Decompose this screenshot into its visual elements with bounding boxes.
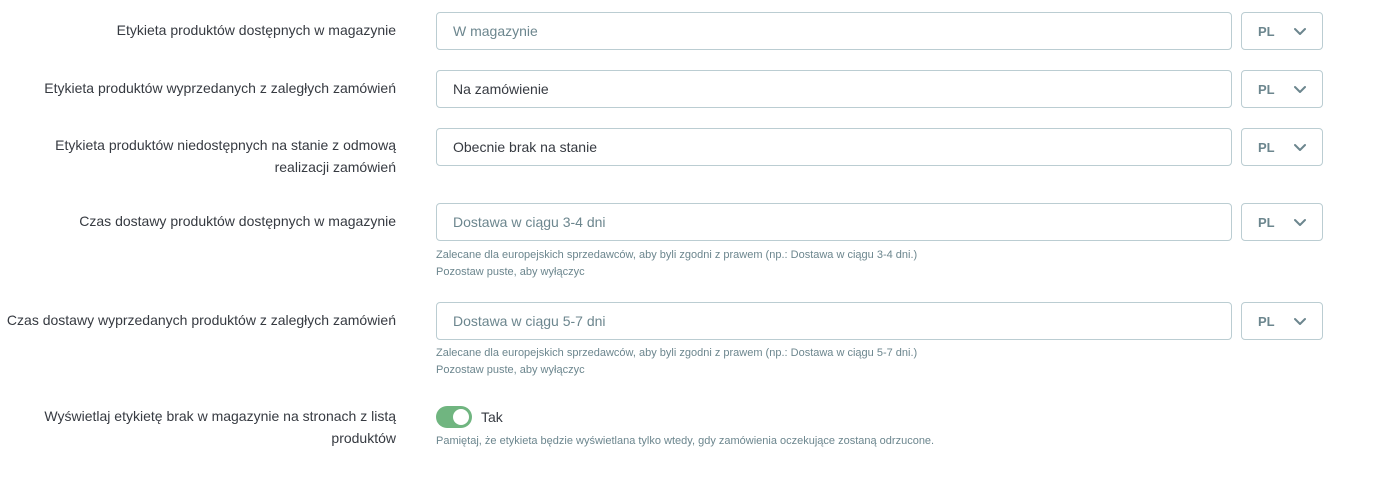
field-label: Etykieta produktów wyprzedanych z zaległych zamówień <box>44 80 396 96</box>
field-label: Etykieta produktów dostępnych w magazynie <box>116 22 396 38</box>
field-label <box>0 134 396 178</box>
field-label: Czas dostawy produktów dostępnych w magazynie <box>79 213 396 229</box>
field-label-line: produktów <box>331 430 396 446</box>
field-help-text <box>436 247 917 281</box>
language-selector[interactable] <box>1241 128 1323 166</box>
field-label-line: realizacji zamówień <box>274 159 396 175</box>
toggle-knob <box>453 409 469 425</box>
field-label-line: Wyświetlaj etykietę brak w magazynie na stronach z listą <box>44 408 396 424</box>
language-code: PL <box>1258 139 1275 155</box>
delivery-time-backorder-input[interactable] <box>436 302 1232 340</box>
language-code: PL <box>1258 214 1275 230</box>
help-line: Zalecane dla europejskich sprzedawców, aby byli zgodni z prawem (np.: Dostawa w ciągu 3-4 dni.) <box>436 249 918 261</box>
field-label: Czas dostawy wyprzedanych produktów z zaległych zamówień <box>6 312 396 328</box>
language-selector[interactable] <box>1241 302 1323 340</box>
language-code: PL <box>1258 313 1275 329</box>
field-help-text: Pamiętaj, że etykieta będzie wyświetlana tylko wtedy, gdy zamówienia oczekujące zostaną odrzucone. <box>436 435 935 447</box>
language-selector[interactable] <box>1241 12 1323 50</box>
delivery-time-available-input[interactable] <box>436 203 1232 241</box>
chevron-down-icon <box>1294 83 1306 95</box>
chevron-down-icon <box>1294 216 1306 228</box>
backorder-label-input[interactable] <box>436 70 1232 108</box>
field-label <box>0 405 396 449</box>
language-code: PL <box>1258 23 1275 39</box>
chevron-down-icon <box>1294 25 1306 37</box>
chevron-down-icon <box>1294 141 1306 153</box>
chevron-down-icon <box>1294 315 1306 327</box>
field-help-text <box>436 345 917 379</box>
language-code: PL <box>1258 81 1275 97</box>
language-selector[interactable] <box>1241 203 1323 241</box>
display-oos-label-toggle[interactable] <box>436 406 472 428</box>
help-line: Zalecane dla europejskich sprzedawców, aby byli zgodni z prawem (np.: Dostawa w ciągu 5-7 dni.) <box>436 347 918 359</box>
available-label-input[interactable] <box>436 12 1232 50</box>
out-of-stock-label-input[interactable] <box>436 128 1232 166</box>
help-line: Pozostaw puste, aby wyłączyc <box>436 266 585 278</box>
language-selector[interactable] <box>1241 70 1323 108</box>
help-line: Pozostaw puste, aby wyłączyc <box>436 364 585 376</box>
field-label-line: Etykieta produktów niedostępnych na stanie z odmową <box>55 137 396 153</box>
toggle-state-label: Tak <box>481 409 503 425</box>
